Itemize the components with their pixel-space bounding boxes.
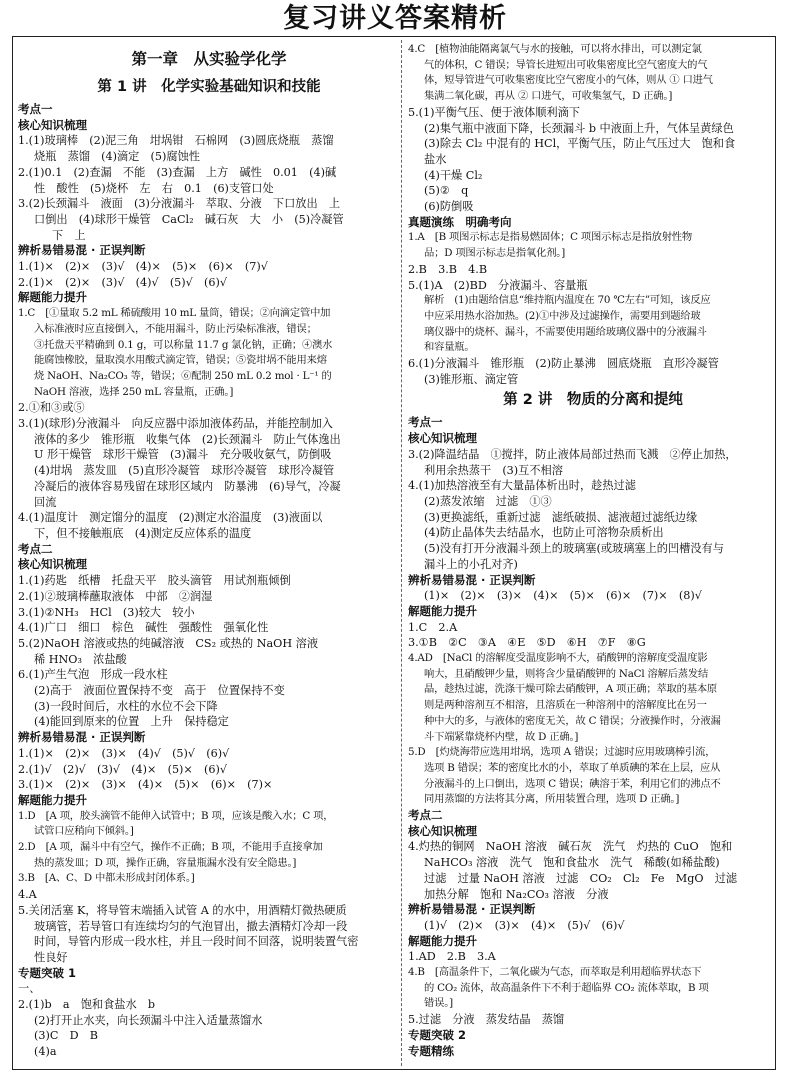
answer-line: 6.(1)分液漏斗 锥形瓶 (2)防止暴沸 圆底烧瓶 直形冷凝管: [408, 357, 719, 371]
section-heading: 解题能力提升: [408, 933, 477, 948]
answer-line: 利用余热蒸干 (3)互不相溶: [424, 463, 563, 477]
answer-line: 3.(2)降温结晶 ①搅拌，防止液体局部过热而飞溅 ②停止加热，: [408, 447, 737, 461]
answer-line: (6)防倒吸: [424, 200, 474, 214]
explanation-line: 气的体积，C 错误；导管长进短出可收集密度比空气密度大的气: [424, 58, 708, 71]
section-heading: 真题演练 明确考向: [408, 214, 512, 229]
explanation-line: 斗下端紧靠烧杯内壁，故 D 正确。]: [424, 730, 579, 743]
answer-line: 3.(1)②NH₃ HCl (3)较大 较小: [18, 605, 195, 619]
answer-line: 5.(2)NaOH 溶液或热的纯碱溶液 CS₂ 或热的 NaOH 溶液: [18, 636, 319, 650]
answer-line: 4.(1)温度计 测定馏分的温度 (2)测定水浴温度 (3)液面以: [18, 511, 323, 525]
section-heading: 考点一: [18, 102, 53, 116]
explanation-line: 错误。]: [424, 997, 453, 1010]
explanation-line: 璃仪器中的烧杯、漏斗，不需要使用题给玻璃仪器中的分液漏斗: [424, 325, 707, 338]
answer-line: (1)× (2)× (3)× (4)× (5)× (6)× (7)× (8)√: [424, 589, 702, 603]
section-heading: 辨析易错易混 · 正误判断: [18, 243, 146, 258]
answer-line: (2)打开止水夹，向长颈漏斗中注入适量蒸馏水: [34, 1013, 263, 1027]
answer-line: 漏斗上的小孔对齐): [424, 557, 518, 571]
answer-line: 口倒出 (4)球形干燥管 CaCl₂ 碱石灰 大 小 (5)冷凝管: [34, 212, 344, 226]
answer-line: 5.(1)A (2)BD 分液漏斗、容量瓶: [408, 278, 588, 292]
section-heading: 专题精练: [408, 1043, 454, 1058]
answer-line: 3.①B ②C ③A ④E ⑤D ⑥H ⑦F ⑧G: [408, 636, 646, 650]
section-heading: 解题能力提升: [18, 792, 87, 807]
section-heading: 辨析易错易混 · 正误判断: [18, 730, 146, 745]
answer-line: 1.(1)药匙 纸槽 托盘天平 胶头滴管 用试剂瓶倾倒: [18, 574, 291, 588]
explanation-line: 1.D [A 项，胶头滴管不能伸入试管中；B 项，应该是酸入水；C 项，: [18, 809, 334, 822]
answer-line: 过滤 过量 NaOH 溶液 过滤 CO₂ Cl₂ Fe MgO 过滤: [424, 871, 738, 885]
answer-line: (3)更换滤纸，重新过滤 滤纸破损、滤液超过滤纸边缘: [424, 510, 698, 524]
lecture-heading: 第 2 讲 物质的分离和提纯: [503, 392, 683, 409]
explanation-line: 的 CO₂ 流体，故高温条件下不利于超临界 CO₂ 流体萃取，B 项: [424, 981, 709, 994]
explanation-line: 种中大的多，与液体的密度无关，故 C 错误；分液操作时，分液漏: [424, 714, 721, 727]
page-title: 复习讲义答案精析: [283, 3, 507, 34]
explanation-line: 响大，且硝酸钾少量，则将含少量硝酸钾的 NaCl 溶解后蒸发结: [424, 667, 709, 680]
answer-line: (4)坩埚 蒸发皿 (5)直形冷凝管 球形冷凝管 球形冷凝管: [34, 464, 335, 478]
answer-line: 2.B 3.B 4.B: [408, 262, 488, 276]
section-heading: 核心知识梳理: [408, 431, 477, 446]
answer-line: 2.(1)0.1 (2)查漏 不能 (3)查漏 上方 碱性 0.01 (4)碱: [18, 165, 337, 179]
answer-line: (1)√ (2)× (3)× (4)× (5)√ (6)√: [424, 918, 625, 932]
explanation-line: 同用蒸馏的方法将其分离，所用装置合理，选项 D 正确。]: [424, 793, 680, 806]
section-heading: 解题能力提升: [408, 603, 477, 618]
explanation-line: 和容量瓶。: [424, 341, 475, 354]
answer-line: 6.(1)产生气泡 形成一段水柱: [18, 668, 168, 682]
explanation-line: 4.B [高温条件下，二氧化碳为气态，而萃取是利用超临界状态下: [408, 966, 702, 979]
answer-line: NaHCO₃ 溶液 洗气 饱和食盐水 洗气 稀酸(如稀盐酸): [424, 856, 720, 870]
answer-line: (3)C D B: [34, 1029, 98, 1043]
column-divider: [401, 40, 402, 1066]
answer-line: (2)高于 液面位置保持不变 高于 位置保持不变: [34, 684, 285, 698]
answer-line: 1.AD 2.B 3.A: [408, 950, 496, 964]
answer-line: 3.(2)长颈漏斗 液面 (3)分液漏斗 萃取、分液 下口放出 上: [18, 197, 341, 211]
section-heading: 考点二: [18, 541, 53, 556]
section-heading: 专题突破 1: [18, 965, 77, 980]
explanation-line: 能腐蚀橡胶，量取溴水用酸式滴定管，错误；⑤瓷坩埚不能用来熔: [34, 354, 327, 367]
section-heading: 考点二: [408, 808, 443, 823]
explanation-line: 1.A [B 项图示标志是指易燃固体；C 项图示标志是指放射性物: [408, 231, 692, 244]
answer-line: 2.(1)× (2)× (3)√ (4)√ (5)√ (6)√: [18, 275, 227, 289]
answer-line: 5.(1)平衡气压、便于液体顺利滴下: [408, 105, 580, 119]
answer-line: U 形干燥管 球形干燥管 (3)漏斗 充分吸收氨气，防倒吸: [34, 448, 332, 462]
answer-line: 5.过滤 分液 蒸发结晶 蒸馏: [408, 1013, 565, 1027]
explanation-line: 解析 (1)由题给信息“维持瓶内温度在 70 ℃左右”可知，该反应: [424, 294, 711, 307]
answer-line: 冷凝后的液体容易残留在球形区域内 防暴沸 (6)导气，冷凝: [34, 479, 341, 493]
answer-line: (4)a: [34, 1045, 57, 1059]
answer-line: 4.灼热的铜网 NaOH 溶液 碱石灰 洗气 灼热的 CuO 饱和: [408, 840, 733, 854]
answer-line: (4)干燥 Cl₂: [424, 168, 483, 182]
answer-line: (2)蒸发浓缩 过滤 ①③: [424, 494, 552, 508]
explanation-line: 则是两种溶剂互不相溶，且溶质在一种溶剂中的溶解度比在另一: [424, 699, 707, 712]
answer-line: 4.A: [18, 888, 37, 902]
explanation-line: 品；D 项图示标志是指氧化剂。]: [424, 247, 566, 260]
answer-line: 烧瓶 蒸馏 (4)滴定 (5)腐蚀性: [34, 150, 200, 164]
explanation-line: 体，短导管进气可收集密度比空气密度小的气体，则从 ① 口进气: [424, 74, 713, 87]
explanation-line: 1.C [①量取 5.2 mL 稀硫酸用 10 mL 量筒，错误；②向滴定管中加: [18, 307, 331, 320]
answer-line: 下，但不接触瓶底 (4)测定反应体系的温度: [34, 526, 252, 540]
answer-line: 盐水: [424, 152, 447, 166]
explanation-line: 烧 NaOH、Na₂CO₃ 等，错误；⑥配制 250 mL 0.2 mol · L⁻¹ 的: [34, 369, 332, 382]
section-heading: 专题突破 2: [408, 1027, 467, 1042]
explanation-line: 热的蒸发皿；D 项，操作正确，容量瓶漏水没有安全隐患。]: [34, 856, 297, 869]
chapter-heading: 第一章 从实验学化学: [131, 50, 287, 68]
answer-line: 稀 HNO₃ 浓盐酸: [34, 652, 127, 666]
answer-line: 2.①和③或⑤: [18, 401, 85, 415]
lecture-heading: 第 1 讲 化学实验基础知识和技能: [97, 79, 321, 95]
answer-line: (3)一段时间后，水柱的水位不会下降: [34, 699, 218, 713]
answer-line: 1.C 2.A: [408, 620, 458, 634]
answer-line: 液体的多少 锥形瓶 收集气体 (2)长颈漏斗 防止气体逸出: [34, 432, 341, 446]
explanation-line: 中应采用热水浴加热。(2)①中涉及过滤操作，需要用到题给玻: [424, 309, 701, 322]
section-heading: 考点一: [408, 415, 443, 430]
answer-line: 下 上: [52, 228, 86, 242]
answer-line: (4)能回到原来的位置 上升 保持稳定: [34, 715, 229, 729]
answer-line: (3)除去 Cl₂ 中混有的 HCl，平衡气压，防止气压过大 饱和食: [424, 137, 736, 151]
section-heading: 核心知识梳理: [408, 823, 477, 838]
explanation-line: 分液漏斗的上口倒出，选项 C 错误；碘溶于苯，利用它们的沸点不: [424, 777, 721, 790]
left-column: [18, 42, 400, 1060]
answer-line: 性良好: [34, 950, 68, 964]
explanation-line: 4.AD [NaCl 的溶解度受温度影响不大，硝酸钾的溶解度受温度影: [408, 652, 708, 665]
answer-line: 回流: [34, 495, 57, 509]
explanation-line: 晶，趁热过滤，洗涤干燥可除去硝酸钾，A 项正确；萃取的基本原: [424, 683, 718, 696]
answer-line: 3.(1)× (2)× (3)× (4)× (5)× (6)× (7)×: [18, 778, 273, 792]
answer-line: 加热分解 饱和 Na₂CO₃ 溶液 分液: [424, 887, 609, 901]
answer-line: 1.(1)× (2)× (3)√ (4)× (5)× (6)× (7)√: [18, 260, 268, 274]
answer-line: 2.(1)√ (2)√ (3)√ (4)× (5)× (6)√: [18, 762, 227, 776]
answer-line: 性 酸性 (5)烧杯 左 右 0.1 (6)支管口处: [34, 181, 274, 195]
explanation-line: NaOH 溶液，选择 250 mL 容量瓶，正确。]: [34, 385, 234, 398]
section-heading: 核心知识梳理: [18, 117, 87, 132]
answer-line: 2.(1)b a 饱和食盐水 b: [18, 998, 156, 1012]
answer-line: 4.(1)广口 细口 棕色 碱性 强酸性 强氧化性: [18, 621, 269, 635]
explanation-line: 2.D [A 项，漏斗中有空气，操作不正确；B 项，不能用手直接拿加: [18, 841, 323, 854]
explanation-line: 试管口应稍向下倾斜。]: [34, 825, 134, 838]
answer-line: 玻璃管，若导管口有连续均匀的气泡冒出，撤去酒精灯冷却一段: [34, 919, 348, 933]
explanation-line: 选项 B 错误；苯的密度比水的小，萃取了单质碘的苯在上层，应从: [424, 761, 721, 774]
answer-line: 一、: [18, 982, 41, 996]
explanation-line: 集满二氧化碳，再从 ② 口进气，可收集氢气，D 正确。]: [424, 90, 673, 103]
answer-line: (4)防止晶体失去结晶水，也防止可溶物杂质析出: [424, 526, 664, 540]
answer-line: 3.(1)(球形)分液漏斗 向反应器中添加液体药品，并能控制加入: [18, 417, 333, 431]
answer-line: (2)集气瓶中液面下降，长颈漏斗 b 中液面上升，气体呈黄绿色: [424, 121, 734, 135]
answer-line: (5)② q: [424, 184, 469, 198]
section-heading: 辨析易错易混 · 正误判断: [408, 902, 536, 917]
section-heading: 辨析易错易混 · 正误判断: [408, 572, 536, 587]
answer-line: (3)锥形瓶、滴定管: [424, 372, 519, 386]
answer-line: 2.(1)②玻璃棒蘸取液体 中部 ②润湿: [18, 589, 213, 603]
right-column: [408, 42, 778, 1059]
answer-line: 5.关闭活塞 K，将导管末端插入试管 A 的水中，用酒精灯微热硬质: [18, 903, 347, 917]
answer-line: (5)没有打开分液漏斗颈上的玻璃塞(或玻璃塞上的凹槽没有与: [424, 542, 724, 556]
explanation-line: 3.B [A、C、D 中都未形成封闭体系。]: [18, 872, 195, 885]
answer-line: 1.(1)玻璃棒 (2)泥三角 坩埚钳 石棉网 (3)圆底烧瓶 蒸馏: [18, 134, 334, 148]
explanation-line: 5.D [灼烧海带应选用坩埚，选项 A 错误；过滤时应用玻璃棒引流，: [408, 746, 716, 759]
answer-line: 1.(1)× (2)× (3)× (4)√ (5)√ (6)√: [18, 746, 230, 760]
section-heading: 核心知识梳理: [18, 557, 87, 572]
explanation-line: 4.C [植物油能隔离氯气与水的接触，可以将水排出，可以测定氯: [408, 43, 702, 55]
answer-line: 时间，导管内形成一段水柱，并且一段时间不回落，说明装置气密: [34, 935, 359, 949]
explanation-line: 入标准液时应直接倒入，不能用漏斗，防止污染标准液，错误；: [34, 322, 317, 335]
section-heading: 解题能力提升: [18, 290, 87, 305]
explanation-line: ③托盘天平精确到 0.1 g，可以称量 11.7 g 氯化钠，正确；④澳水: [34, 338, 333, 351]
answer-line: 4.(1)加热溶液至有大量晶体析出时，趁热过滤: [408, 479, 636, 493]
